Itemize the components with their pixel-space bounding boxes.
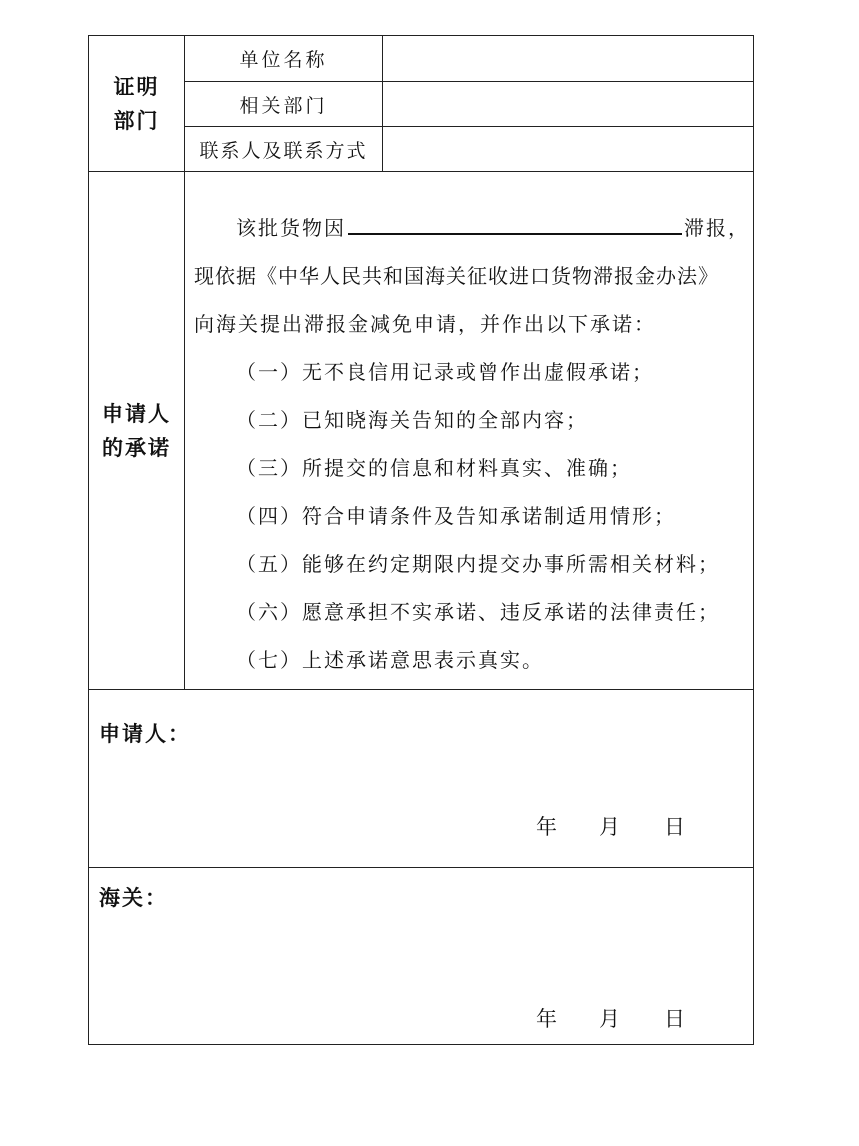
related-dept-label: 相关部门 bbox=[239, 94, 328, 117]
commitment-item: （四）符合申请条件及告知承诺制适用情形； bbox=[236, 504, 676, 528]
contact-label: 联系人及联系方式 bbox=[199, 139, 368, 162]
commitment-item: （一）无不良信用记录或曾作出虚假承诺； bbox=[236, 360, 654, 384]
customs-year: 年 bbox=[536, 1007, 557, 1031]
proving-dept-label-line2: 部门 bbox=[113, 107, 160, 133]
commitment-item: （六）愿意承担不实承诺、违反承诺的法律责任； bbox=[236, 600, 720, 624]
para1-end: 滞报， bbox=[684, 216, 750, 240]
proving-dept-label bbox=[89, 36, 184, 171]
commitment-item: （二）已知晓海关告知的全部内容； bbox=[236, 408, 588, 432]
para1-start: 该批货物因 bbox=[236, 216, 346, 240]
related-dept-field[interactable] bbox=[383, 82, 753, 126]
customs-title: 海关： bbox=[99, 885, 168, 910]
commitment-item: （五）能够在约定期限内提交办事所需相关材料； bbox=[236, 552, 720, 576]
applicant-month: 月 bbox=[599, 815, 620, 839]
section-divider bbox=[89, 171, 753, 172]
customs-day: 日 bbox=[664, 1007, 685, 1031]
section-divider bbox=[89, 867, 753, 868]
customs-month: 月 bbox=[599, 1007, 620, 1031]
application-form bbox=[88, 35, 754, 1045]
commitment-para3: 向海关提出滞报金减免申请，并作出以下承诺： bbox=[194, 312, 656, 336]
commitment-label-line2: 的承诺 bbox=[102, 434, 171, 460]
contact-field[interactable] bbox=[383, 127, 753, 171]
applicant-title: 申请人： bbox=[99, 721, 191, 746]
unit-name-field[interactable] bbox=[383, 36, 753, 81]
applicant-day: 日 bbox=[664, 815, 685, 839]
proving-dept-label-line1: 证明 bbox=[113, 73, 160, 99]
commitment-label-line1: 申请人 bbox=[102, 400, 171, 426]
commitment-item: （三）所提交的信息和材料真实、准确； bbox=[236, 456, 632, 480]
commitment-label bbox=[89, 172, 184, 689]
commitment-item: （七）上述承诺意思表示真实。 bbox=[236, 648, 544, 672]
commitment-para2: 现依据《中华人民共和国海关征收进口货物滞报金办法》 bbox=[194, 264, 719, 288]
applicant-year: 年 bbox=[536, 815, 557, 839]
unit-name-label: 单位名称 bbox=[239, 49, 328, 71]
commitment-para1 bbox=[236, 212, 750, 241]
section-divider bbox=[89, 689, 753, 690]
reason-blank[interactable] bbox=[348, 213, 682, 235]
